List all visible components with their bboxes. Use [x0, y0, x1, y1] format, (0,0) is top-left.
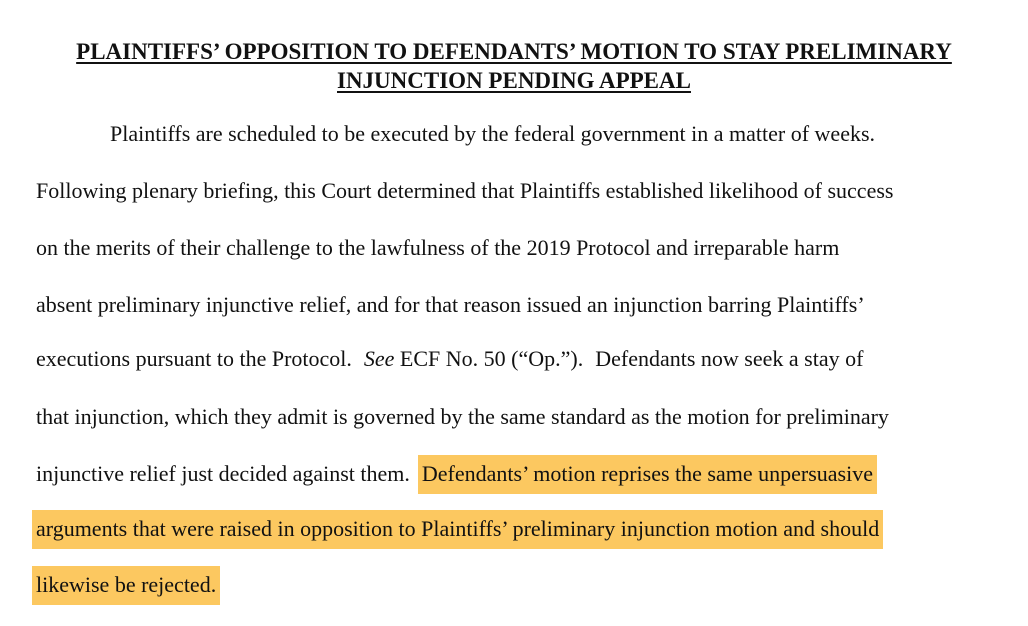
- ecf-citation: ECF No. 50 (“Op.”).: [399, 346, 584, 371]
- body-line-9: [36, 571, 216, 599]
- body-line-5-start: executions pursuant to the Protocol.: [36, 346, 352, 371]
- document-title-line-2: INJUNCTION PENDING APPEAL: [337, 68, 691, 93]
- body-line-1: Plaintiffs are scheduled to be executed by the federal government in a matter of weeks.: [110, 121, 876, 146]
- body-line-4: absent preliminary injunctive relief, and for that reason issued an injunction barring Plaintiffs’: [36, 292, 865, 317]
- body-line-3: on the merits of their challenge to the lawfulness of the 2019 Protocol and irreparable harm: [36, 235, 840, 260]
- highlighted-text-1: Defendants’ motion reprises the same unpersuasive: [418, 455, 877, 494]
- body-line-2: Following plenary briefing, this Court determined that Plaintiffs established likelihood of success: [36, 178, 894, 203]
- body-line-8: [36, 515, 879, 543]
- highlighted-text-3: likewise be rejected.: [32, 566, 220, 605]
- body-line-5: [36, 345, 863, 373]
- see-signal: See: [363, 346, 395, 371]
- body-line-7: [36, 460, 873, 488]
- body-line-6: that injunction, which they admit is governed by the same standard as the motion for preliminary: [36, 404, 889, 429]
- body-line-5-end: Defendants now seek a stay of: [595, 346, 864, 371]
- highlighted-text-2: arguments that were raised in opposition to Plaintiffs’ preliminary injunction motion and should: [32, 510, 883, 549]
- document-title-line-1: PLAINTIFFS’ OPPOSITION TO DEFENDANTS’ MOTION TO STAY PRELIMINARY: [76, 39, 952, 64]
- body-line-7-start: injunctive relief just decided against them.: [36, 461, 410, 486]
